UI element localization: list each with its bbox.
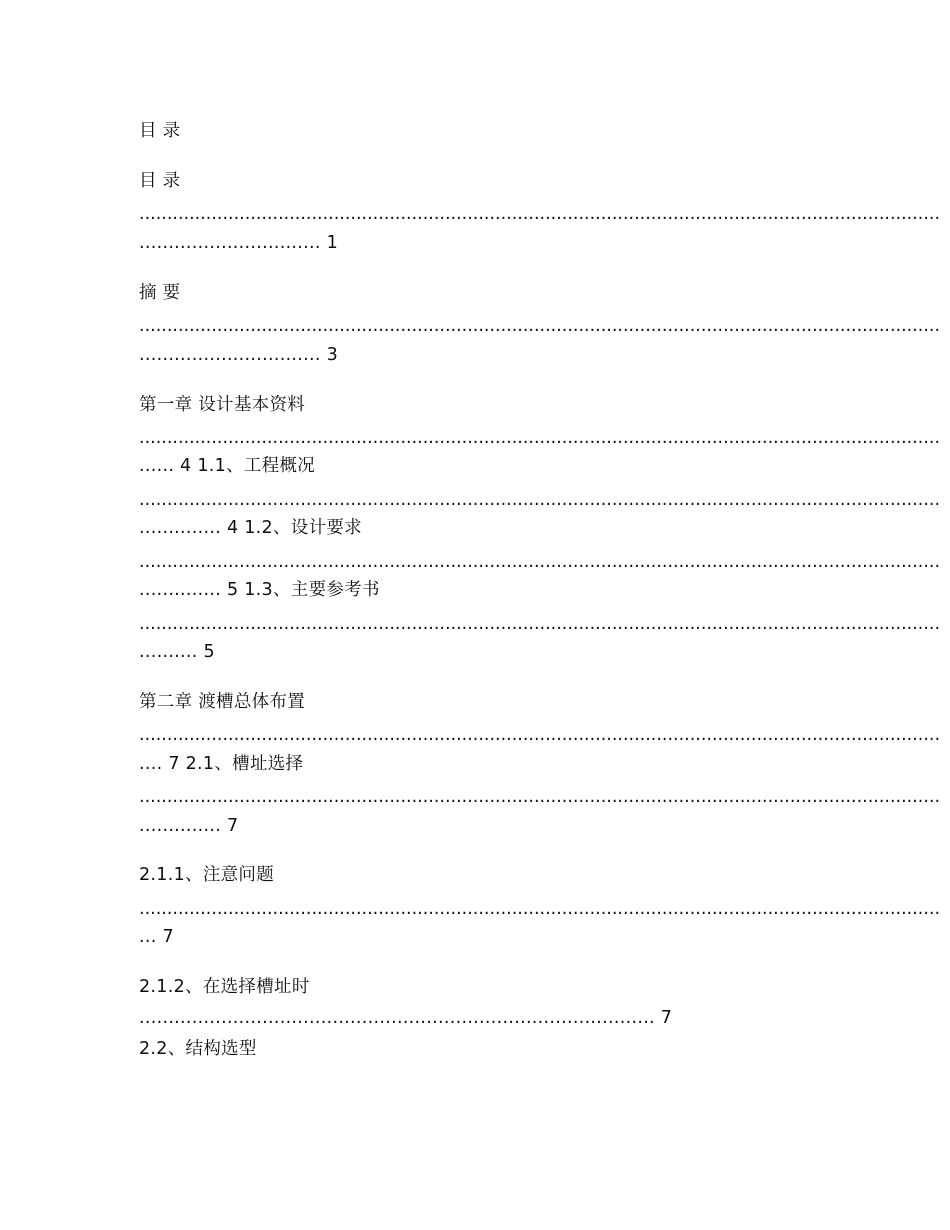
toc-entry-continuation: ... 7 <box>139 927 174 947</box>
toc-entry-title: 2.1.2、在选择槽址时 <box>139 977 310 997</box>
toc-entry-continuation: ........................................................................................ 7 <box>139 1008 673 1028</box>
toc-leader: ................................................................................................................................................ <box>139 428 941 448</box>
toc-entry-continuation: .......... 5 <box>139 642 215 662</box>
toc-leader: ................................................................................................................................................ <box>139 204 941 224</box>
toc-entry-continuation: ............................... 1 <box>139 233 339 253</box>
toc-leader: ................................................................................................................................................ <box>139 316 941 336</box>
toc-entry-title: 2.2、结构选型 <box>139 1039 257 1059</box>
toc-entry-title: 2.1.1、注意问题 <box>139 865 275 885</box>
toc-entry-continuation: ...... 4 1.1、工程概况 <box>139 456 316 476</box>
toc-entry-title: 目 录 <box>139 171 181 191</box>
toc-leader: ................................................................................................................................................ <box>139 614 941 634</box>
toc-leader: ................................................................................................................................................ <box>139 552 941 572</box>
toc-entry-continuation: .............. 5 1.3、主要参考书 <box>139 580 380 600</box>
toc-entry-continuation: .............. 7 <box>139 816 239 836</box>
toc-entry-continuation: .... 7 2.1、槽址选择 <box>139 754 304 774</box>
toc-entry-title: 第二章 渡槽总体布置 <box>139 692 306 712</box>
toc-leader: ................................................................................................................................................ <box>139 899 941 919</box>
toc-leader: ................................................................................................................................................ <box>139 490 941 510</box>
toc-entry-continuation: ............................... 3 <box>139 345 339 365</box>
toc-leader: ................................................................................................................................................ <box>139 787 941 807</box>
toc-entry-title: 第一章 设计基本资料 <box>139 395 306 415</box>
toc-heading: 目 录 <box>139 121 181 141</box>
toc-entry-continuation: .............. 4 1.2、设计要求 <box>139 518 362 538</box>
toc-entry-title: 摘 要 <box>139 283 181 303</box>
toc-leader: ................................................................................................................................................ <box>139 725 941 745</box>
